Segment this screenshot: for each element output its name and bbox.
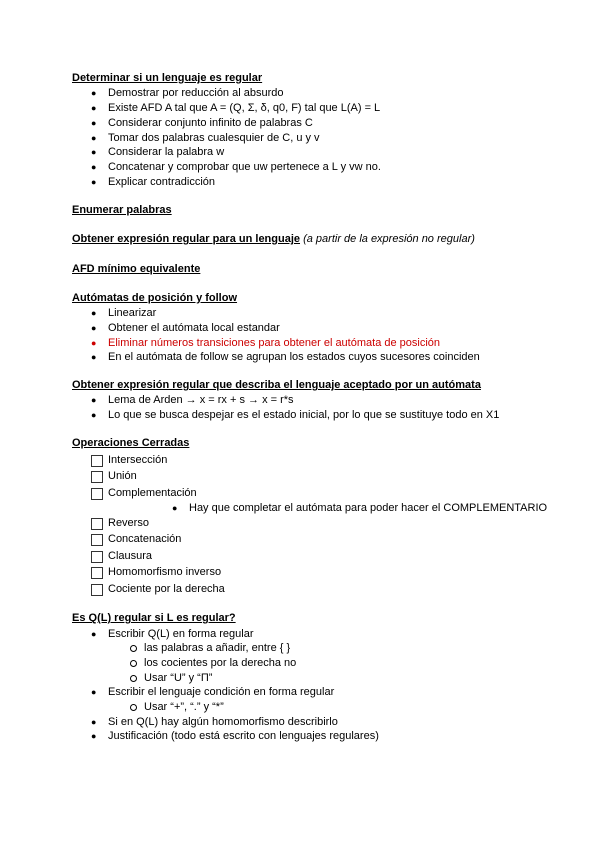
list-item: Escribir el lenguaje condición en forma regular bbox=[108, 686, 335, 698]
list-item: Justificación (todo está escrito con lenguajes regulares) bbox=[108, 730, 379, 742]
checklist-item: Complementación bbox=[108, 487, 197, 499]
bullet-icon: ● bbox=[91, 338, 97, 348]
checklist-item: Cociente por la derecha bbox=[108, 583, 225, 595]
list-item: Existe AFD A tal que A = (Q, Σ, δ, q0, F) tal que L(A) = L bbox=[108, 102, 381, 114]
heading-afd-minimo: AFD mínimo equivalente bbox=[72, 263, 201, 275]
bullet-icon: ● bbox=[91, 177, 97, 187]
list-item: Tomar dos palabras cualesquier de C, u y v bbox=[108, 132, 320, 144]
circle-bullet-icon bbox=[130, 660, 137, 667]
list-item: Linearizar bbox=[108, 307, 157, 319]
list-item: Si en Q(L) hay algún homomorfismo describirlo bbox=[108, 716, 338, 728]
bullet-icon: ● bbox=[91, 687, 97, 697]
checkbox-icon[interactable] bbox=[91, 488, 103, 500]
heading-enumerar: Enumerar palabras bbox=[72, 204, 172, 216]
list-item-highlighted: Eliminar números transiciones para obtener el autómata de posición bbox=[108, 337, 441, 349]
list-item: Concatenar y comprobar que uw pertenece a L y vw no. bbox=[108, 161, 381, 173]
circle-bullet-icon bbox=[130, 704, 137, 711]
bullet-icon: ● bbox=[91, 731, 97, 741]
bullet-icon: ● bbox=[172, 503, 178, 513]
checkbox-icon[interactable] bbox=[91, 567, 103, 579]
checkbox-icon[interactable] bbox=[91, 584, 103, 596]
checklist-item: Reverso bbox=[108, 517, 149, 529]
heading-operaciones: Operaciones Cerradas bbox=[72, 437, 190, 449]
bullet-icon: ● bbox=[91, 395, 97, 405]
list-item: En el autómata de follow se agrupan los estados cuyos sucesores coinciden bbox=[108, 351, 480, 363]
list-item: Considerar conjunto infinito de palabras C bbox=[108, 117, 313, 129]
bullet-icon: ● bbox=[91, 162, 97, 172]
checkbox-icon[interactable] bbox=[91, 471, 103, 483]
bullet-icon: ● bbox=[91, 410, 97, 420]
bullet-icon: ● bbox=[91, 308, 97, 318]
heading-expresion-regular bbox=[72, 233, 475, 245]
bullet-icon: ● bbox=[91, 352, 97, 362]
circle-bullet-icon bbox=[130, 675, 137, 682]
bullet-icon: ● bbox=[91, 323, 97, 333]
bullet-icon: ● bbox=[91, 717, 97, 727]
list-item: Escribir Q(L) en forma regular bbox=[108, 628, 254, 640]
heading-expresion-note: (a partir de la expresión no regular) bbox=[303, 233, 475, 245]
checkbox-icon[interactable] bbox=[91, 455, 103, 467]
bullet-icon: ● bbox=[91, 133, 97, 143]
checkbox-icon[interactable] bbox=[91, 551, 103, 563]
list-item: Demostrar por reducción al absurdo bbox=[108, 87, 284, 99]
heading-determinar-regular: Determinar si un lenguaje es regular bbox=[72, 72, 263, 84]
checklist-item: Clausura bbox=[108, 550, 153, 562]
heading-expresion-automata: Obtener expresión regular que describa el lenguaje aceptado por un autómata bbox=[72, 379, 481, 391]
list-item: Explicar contradicción bbox=[108, 176, 215, 188]
list-item: Considerar la palabra w bbox=[108, 146, 225, 158]
sub-list-item: Hay que completar el autómata para poder hacer el COMPLEMENTARIO bbox=[189, 502, 548, 514]
bullet-icon: ● bbox=[91, 103, 97, 113]
heading-expresion-title: Obtener expresión regular para un lenguaje bbox=[72, 233, 301, 245]
checkbox-icon[interactable] bbox=[91, 534, 103, 546]
heading-q-regular: Es Q(L) regular si L es regular? bbox=[72, 612, 236, 624]
list-item: Obtener el autómata local estandar bbox=[108, 322, 280, 334]
bullet-icon: ● bbox=[91, 629, 97, 639]
checkbox-icon[interactable] bbox=[91, 518, 103, 530]
checklist-item: Intersección bbox=[108, 454, 168, 466]
sub-list-item: los cocientes por la derecha no bbox=[144, 657, 297, 669]
bullet-icon: ● bbox=[91, 147, 97, 157]
list-item: Lema de Arden → x = rx + s → x = r*s bbox=[108, 394, 294, 406]
bullet-icon: ● bbox=[91, 88, 97, 98]
checklist-item: Unión bbox=[108, 470, 137, 482]
circle-bullet-icon bbox=[130, 645, 137, 652]
sub-list-item: Usar “+”, “.” y “*” bbox=[144, 701, 224, 713]
checklist-item: Concatenación bbox=[108, 533, 182, 545]
heading-automatas: Autómatas de posición y follow bbox=[72, 292, 238, 304]
list-item: Lo que se busca despejar es el estado inicial, por lo que se sustituye todo en X1 bbox=[108, 409, 500, 421]
sub-list-item: Usar “U” y “Π” bbox=[144, 672, 213, 684]
sub-list-item: las palabras a añadir, entre { } bbox=[144, 642, 291, 654]
bullet-icon: ● bbox=[91, 118, 97, 128]
checklist-item: Homomorfismo inverso bbox=[108, 566, 222, 578]
